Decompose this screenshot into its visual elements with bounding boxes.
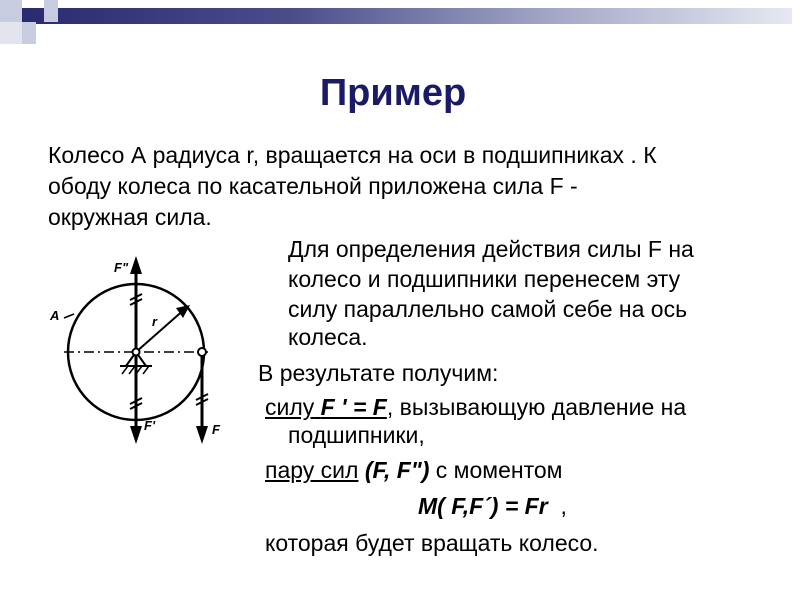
top-banner — [22, 8, 792, 24]
intro-line: Колесо А радиуса r, вращается на оси в подшипниках . К — [48, 142, 657, 168]
item1-equation: F ' = F — [320, 394, 387, 420]
arrow-down — [130, 426, 142, 444]
item2-underlined: пару сил — [265, 457, 359, 483]
formula-text: M( F,F´) = Fr — [418, 493, 548, 519]
deco-square — [0, 22, 22, 44]
label-fp: F' — [144, 418, 156, 433]
support-hatch — [122, 366, 128, 374]
label-leader — [64, 314, 74, 318]
label-f: F — [212, 422, 220, 437]
support-hatch — [129, 366, 135, 374]
arrow-up — [130, 256, 142, 274]
label-fpp: F" — [114, 260, 129, 275]
label-a: A — [50, 308, 60, 323]
intro-line: окружная сила. — [48, 204, 212, 230]
para-line: колесо и подшипники перенесем эту — [288, 266, 681, 292]
contact-point — [198, 348, 206, 356]
arrow-down-tangent — [196, 426, 208, 444]
formula-comma: , — [560, 493, 567, 519]
center-point — [133, 349, 140, 356]
result-item-1 — [265, 392, 686, 422]
para-line: силу параллельно самой себе на ось — [288, 296, 688, 322]
para-line: колеса. — [288, 324, 368, 350]
result-intro: В результате получим: — [258, 360, 499, 386]
item1-rest: , вызывающую давление на — [386, 394, 687, 420]
deco-square — [0, 0, 22, 22]
item1-underlined — [265, 394, 387, 420]
result-item-2 — [265, 455, 562, 485]
para-line: Для определения действия силы F на — [288, 236, 694, 262]
intro-line: ободу колеса по касательной приложена сила F - — [48, 173, 578, 199]
result-item-1-cont: подшипники, — [288, 422, 425, 448]
page-title: Пример — [319, 72, 467, 114]
support-hatch — [143, 366, 149, 374]
deco-square — [22, 0, 44, 8]
wheel-figure — [40, 244, 240, 464]
item2-rest: с моментом — [429, 457, 563, 483]
deco-square — [44, 0, 58, 22]
item2-pair: (F, F") — [364, 457, 430, 483]
item1-word: силу — [265, 394, 315, 420]
closing-line: которая будет вращать колесо. — [265, 530, 599, 556]
moment-formula — [418, 491, 567, 521]
label-r: r — [152, 314, 158, 329]
deco-square — [22, 22, 36, 44]
radius-line — [136, 308, 186, 352]
